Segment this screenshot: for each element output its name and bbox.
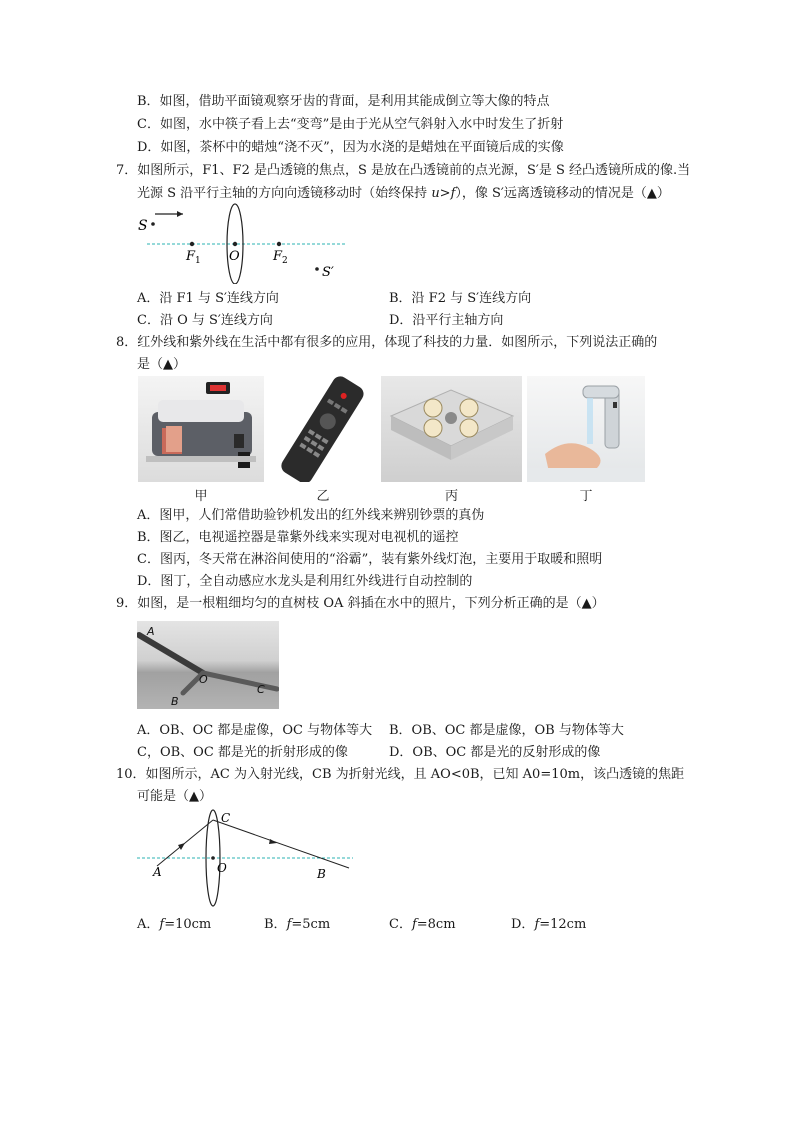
- motion-arrow-head: [177, 211, 183, 217]
- label-c: C: [221, 811, 231, 825]
- q7-option-d: D．沿平行主轴方向: [389, 313, 504, 328]
- q10-option-c-value: =8cm: [416, 917, 456, 932]
- q10-option-b: [264, 916, 330, 934]
- q10-option-c-letter: C．: [389, 917, 412, 932]
- stick-in-water-illustration: [137, 621, 279, 709]
- photo-tv-remote: [270, 376, 376, 482]
- incident-ray-arrow: [178, 843, 185, 850]
- label-b: B: [171, 695, 179, 708]
- q7-option-c: C．沿 O 与 S′连线方向: [137, 313, 273, 328]
- label-c: C: [257, 683, 265, 696]
- q9-option-d: D．OB、OC 都是光的反射形成的像: [389, 745, 601, 760]
- label-s-prime: S′: [322, 265, 334, 280]
- refracted-ray-arrow: [269, 839, 277, 844]
- photo-money-counter: [138, 376, 264, 482]
- center-point-o: [233, 242, 237, 246]
- q6-option-d: D．如图，茶杯中的蜡烛“浇不灭”，因为水浇的是蜡烛在平面镜后成的实像: [137, 140, 564, 155]
- label-a: A: [153, 865, 162, 879]
- center-point-o: [211, 856, 215, 860]
- q7-lens-diagram: [135, 200, 355, 284]
- caption-bing: 丙: [444, 489, 458, 504]
- label-f2: $F_2$: [273, 249, 288, 266]
- q7-condition: u>f: [431, 186, 456, 201]
- source-point-s: [151, 222, 155, 226]
- photo-stick-in-water: [137, 621, 279, 709]
- q10-option-c-symbol: f: [411, 917, 417, 932]
- photo-bath-heater: [381, 376, 522, 482]
- q10-option-a-value: =10cm: [164, 917, 212, 932]
- caption-yi: 乙: [316, 489, 330, 504]
- q6-option-b: B．如图，借助平面镜观察牙齿的背面，是利用其能成倒立等大像的特点: [137, 94, 550, 109]
- q10-stem-line1: 10．如图所示，AC 为入射光线，CB 为折射光线，且 AO<0B，已知 A0=10m，该凸透镜的焦距: [116, 767, 685, 782]
- q8-stem-line1: 8．红外线和紫外线在生活中都有很多的应用，体现了科技的力量．如图所示，下列说法正确的: [116, 335, 658, 350]
- q10-stem-line2: 可能是（▲）: [137, 789, 212, 804]
- label-b: B: [317, 867, 326, 881]
- q10-option-d-value: =12cm: [539, 917, 587, 932]
- caption-jia: 甲: [194, 489, 208, 504]
- bath-heater-illustration: [381, 376, 522, 482]
- q9-option-b: B．OB、OC 都是虚像，OB 与物体等大: [389, 723, 624, 738]
- q7-stem-line1: 7．如图所示，F1、F2 是凸透镜的焦点，S 是放在凸透镜前的点光源，S′是 S 经凸透镜所成的像.当: [116, 163, 691, 178]
- q7-option-b: B．沿 F2 与 S′连线方向: [389, 291, 532, 306]
- focus-point-f2: [277, 242, 281, 246]
- caption-ding: 丁: [579, 489, 593, 504]
- q10-option-d-symbol: f: [534, 917, 540, 932]
- q10-option-a-letter: A．: [137, 917, 160, 932]
- focus-point-f1: [190, 242, 194, 246]
- q9-option-c: C，OB、OC 都是光的折射形成的像: [137, 745, 348, 760]
- q9-option-a: A．OB、OC 都是虚像，OC 与物体等大: [137, 723, 373, 738]
- label-s: S: [138, 218, 148, 234]
- label-f1: $F_1$: [186, 249, 201, 266]
- q10-option-b-symbol: f: [286, 917, 292, 932]
- q8-option-a: A．图甲，人们常借助验钞机发出的红外线来辨别钞票的真伪: [137, 508, 485, 523]
- q10-option-c: [389, 916, 456, 934]
- label-o: O: [199, 673, 208, 686]
- label-o: O: [217, 861, 227, 875]
- faucet-illustration: [527, 376, 645, 482]
- q10-option-a-symbol: f: [159, 917, 165, 932]
- q7-stem-text-a: 光源 S 沿平行主轴的方向向透镜移动时（始终保持: [137, 186, 432, 201]
- q9-stem: 9．如图，是一根粗细均匀的直树枝 OA 斜插在水中的照片，下列分析正确的是（▲）: [116, 596, 605, 611]
- image-point-s-prime: [315, 267, 319, 271]
- q10-option-a: [137, 916, 211, 934]
- photo-sensor-faucet: [527, 376, 645, 482]
- q10-option-b-value: =5cm: [291, 917, 331, 932]
- label-o: O: [229, 249, 240, 264]
- q10-option-d: [511, 916, 586, 934]
- money-counter-illustration: [138, 376, 264, 482]
- q10-option-d-letter: D．: [511, 917, 535, 932]
- q7-stem-text-b: ），像 S′远离透镜移动的情况是（▲）: [455, 186, 670, 201]
- q8-stem-line2: 是（▲）: [137, 357, 186, 372]
- q8-option-d: D．图丁，全自动感应水龙头是利用红外线进行自动控制的: [137, 574, 473, 589]
- q10-lens-diagram: [135, 806, 357, 910]
- remote-illustration: [270, 376, 376, 482]
- q8-option-c: C．图丙，冬天常在淋浴间使用的“浴霸”，装有紫外线灯泡，主要用于取暖和照明: [137, 552, 603, 567]
- label-a: A: [147, 625, 155, 638]
- q6-option-c: C．如图，水中筷子看上去“变弯”是由于光从空气斜射入水中时发生了折射: [137, 117, 564, 132]
- q7-option-a: A．沿 F1 与 S′连线方向: [137, 291, 279, 306]
- refracted-ray-cb: [213, 820, 349, 868]
- q10-option-b-letter: B．: [264, 917, 287, 932]
- q8-option-b: B．图乙，电视遥控器是靠紫外线来实现对电视机的遥控: [137, 530, 459, 545]
